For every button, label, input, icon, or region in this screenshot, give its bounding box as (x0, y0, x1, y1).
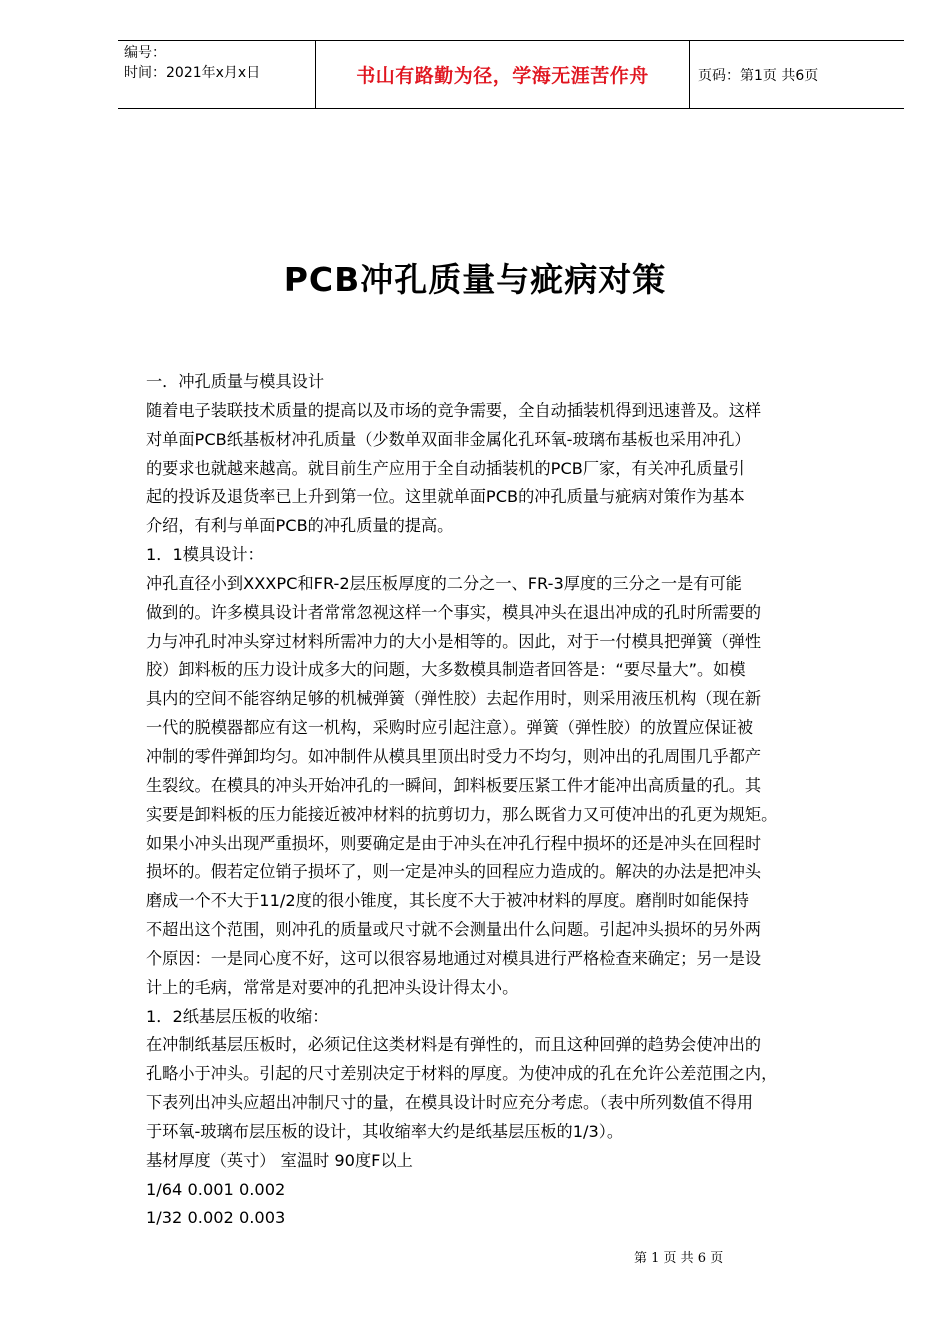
page-header (118, 40, 904, 109)
body-line: 对单面PCB纸基板材冲孔质量（少数单双面非金属化孔环氧-玻璃布基板也采用冲孔） (146, 429, 751, 449)
body-line: 一代的脱模器都应有这一机构，采购时应引起注意）。弹簧（弹性胶）的放置应保证被 (146, 718, 754, 738)
header-motto-cell (316, 41, 690, 108)
body-line: 基材厚度（英寸） 室温时 90度F以上 (146, 1150, 413, 1170)
body-line: 介绍，有利与单面PCB的冲孔质量的提高。 (146, 516, 454, 536)
body-line: 冲制的零件弹卸均匀。如冲制件从模具里顶出时受力不均匀，则冲出的孔周围几乎都产 (146, 746, 762, 766)
document-title: PCB冲孔质量与疵病对策 (283, 260, 667, 299)
body-line: 胶）卸料板的压力设计成多大的问题，大多数模具制造者回答是：“要尽量大”。如模 (146, 660, 746, 680)
body-line: 冲孔直径小到XXXPC和FR-2层压板厚度的二分之一、FR-3厚度的三分之一是有可能 (146, 573, 742, 593)
body-line: 力与冲孔时冲头穿过材料所需冲力的大小是相等的。因此，对于一付模具把弹簧（弹性 (146, 631, 762, 651)
body-line: 个原因：一是同心度不好，这可以很容易地通过对模具进行严格检查来确定；另一是设 (146, 948, 762, 968)
body-line: 一．冲孔质量与模具设计 (146, 372, 325, 391)
body-line: 的要求也就越来越高。就目前生产应用于全自动插装机的PCB厂家，有关冲孔质量引 (146, 458, 745, 478)
document-body (146, 368, 876, 1233)
header-motto: 书山有路勤为径，学海无涯苦作舟 (356, 65, 649, 87)
body-line: 具内的空间不能容纳足够的机械弹簧（弹性胶）去起作用时，则采用液压机构（现在新 (146, 689, 762, 709)
body-line: 孔略小于冲头。引起的尺寸差别决定于材料的厚度。为使冲成的孔在允许公差范围之内， (146, 1064, 778, 1084)
body-line: 损坏的。假若定位销子损坏了，则一定是冲头的回程应力造成的。解决的办法是把冲头 (146, 862, 762, 882)
body-line: 1．2纸基层压板的收缩： (146, 1006, 329, 1026)
body-line: 实要是卸料板的压力能接近被冲材料的抗剪切力，那么既省力又可使冲出的孔更为规矩。 (146, 804, 778, 824)
document-time-label: 时间：2021年x月x日 (124, 65, 261, 81)
body-line: 如果小冲头出现严重损坏，则要确定是由于冲头在冲孔行程中损坏的还是冲头在回程时 (146, 833, 762, 853)
header-page-info: 页码：第1页 共6页 (698, 67, 819, 84)
body-line: 不超出这个范围，则冲孔的质量或尺寸就不会测量出什么问题。引起冲头损坏的另外两 (146, 920, 762, 940)
body-line: 计上的毛病，常常是对要冲的孔把冲头设计得太小。 (146, 977, 519, 997)
body-line: 1．1模具设计： (146, 545, 264, 565)
header-meta (118, 41, 316, 108)
body-line: 于环氧-玻璃布层压板的设计，其收缩率大约是纸基层压板的1/3）。 (146, 1121, 624, 1141)
body-line: 做到的。许多模具设计者常常忽视这样一个事实，模具冲头在退出冲成的孔时所需要的 (146, 602, 762, 622)
body-line: 下表列出冲头应超出冲制尺寸的量，在模具设计时应充分考虑。（表中所列数值不得用 (146, 1093, 754, 1113)
footer-page-number: 第 1 页 共 6 页 (634, 1251, 724, 1266)
body-line: 磨成一个不大于11/2度的很小锥度，其长度不大于被冲材料的厚度。磨削时如能保持 (146, 891, 749, 911)
body-line: 在冲制纸基层压板时，必须记住这类材料是有弹性的，而且这种回弹的趋势会使冲出的 (146, 1035, 762, 1055)
body-line: 随着电子装联技术质量的提高以及市场的竞争需要，全自动插装机得到迅速普及。这样 (146, 400, 762, 420)
body-line: 1/32 0.002 0.003 (146, 1208, 286, 1228)
body-line: 1/64 0.001 0.002 (146, 1179, 286, 1199)
document-code-label: 编号： (124, 45, 166, 61)
body-line: 生裂纹。在模具的冲头开始冲孔的一瞬间，卸料板要压紧工件才能冲出高质量的孔。其 (146, 775, 762, 795)
body-line: 起的投诉及退货率已上升到第一位。这里就单面PCB的冲孔质量与疵病对策作为基本 (146, 487, 745, 507)
